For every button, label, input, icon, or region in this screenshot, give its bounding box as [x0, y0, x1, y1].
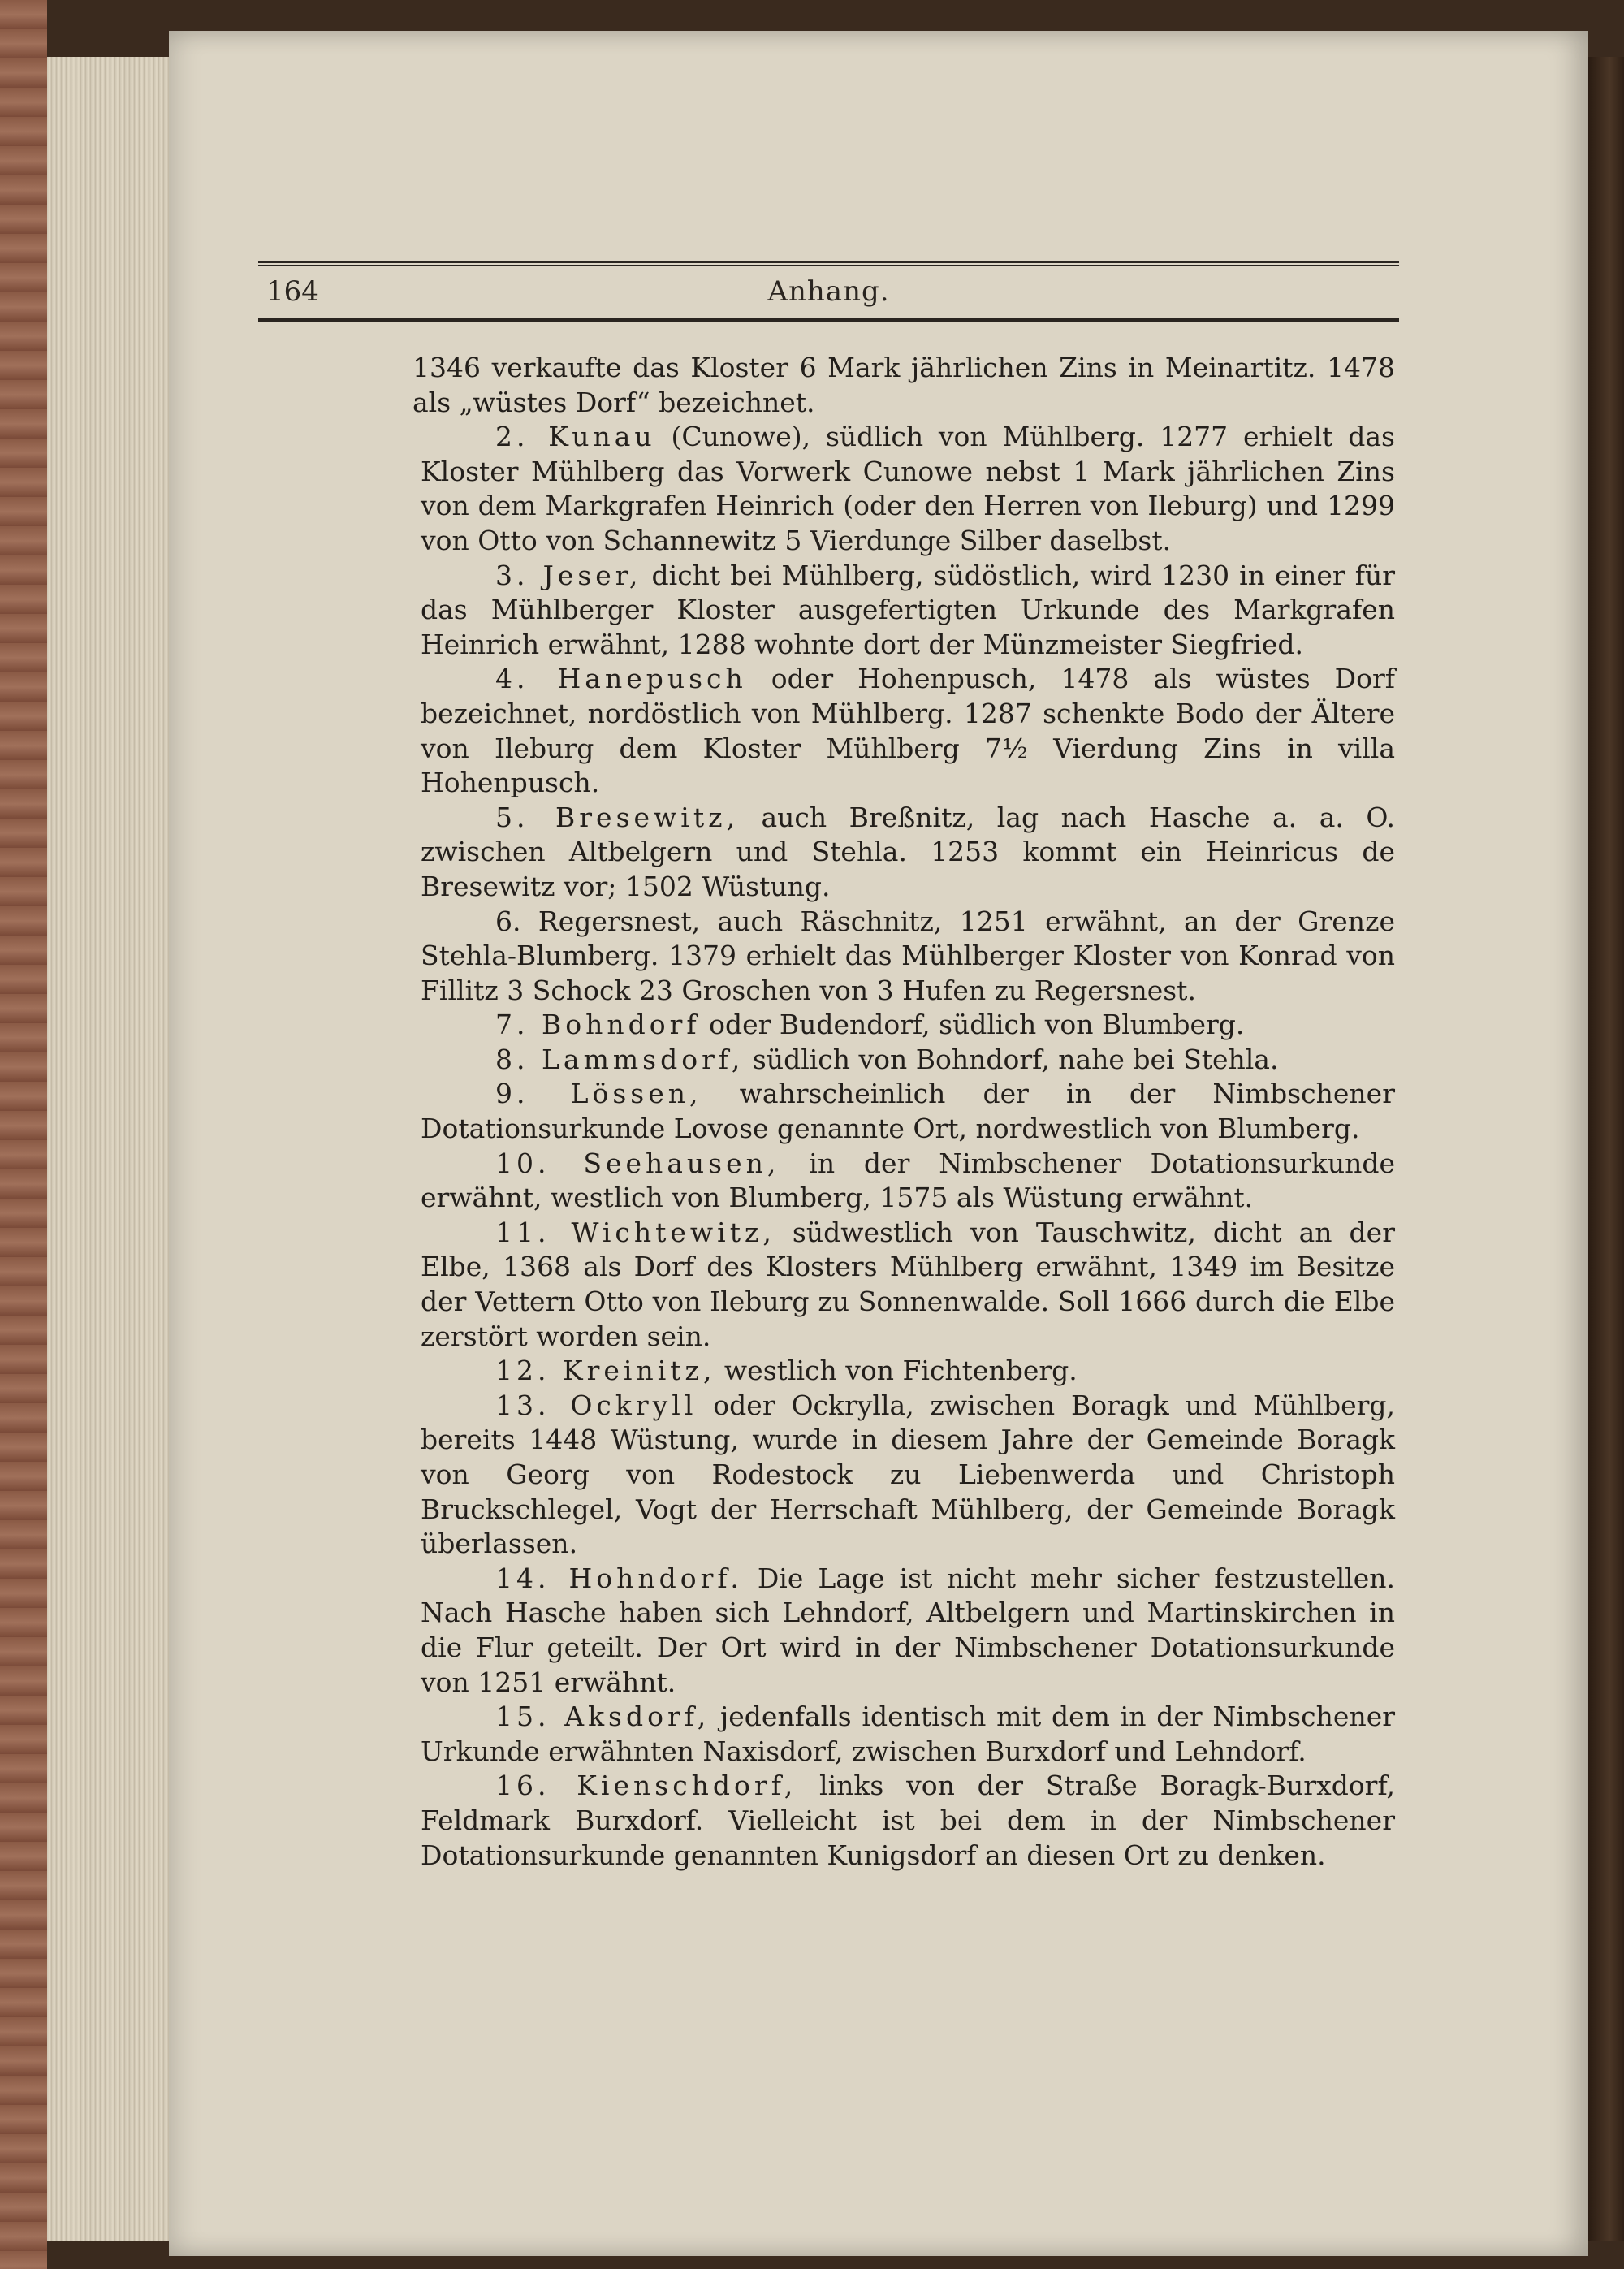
- facing-page-edge: [1588, 57, 1624, 2241]
- entry-lead: 2. Kunau: [495, 421, 656, 453]
- running-title: Anhang.: [767, 275, 890, 308]
- entry-lead: 7. Bohndorf: [495, 1009, 701, 1041]
- entry-12: [421, 1354, 1395, 1389]
- entry-text: südwestlich von Tauschwitz, dicht an der Elbe, 1368 als Dorf des Klosters Mühlberg erwähnt, 1349 im Besitze der Vettern Otto von Ileburg zu Sonnenwalde. Soll 1666 durch die Elbe zerstört worden sein.: [421, 1216, 1395, 1352]
- entry-11: [421, 1216, 1395, 1354]
- entry-text: in der Nimbschener Dotationsurkunde erwähnt, westlich von Blumberg, 1575 als Wüstung erwähnt.: [421, 1147, 1395, 1214]
- entry-text: auch Breßnitz, lag nach Hasche a. a. O. zwischen Altbelgern und Stehla. 1253 kommt ein Heinricus de Bresewitz vor; 1502 Wüstung.: [421, 801, 1395, 902]
- entry-2: [421, 420, 1395, 558]
- entry-8: [421, 1043, 1395, 1078]
- entry-text: jedenfalls identisch mit dem in der Nimbschener Urkunde erwähnten Naxisdorf, zwischen Burxdorf und Lehndorf.: [421, 1701, 1395, 1767]
- entry-3: [421, 559, 1395, 663]
- paragraph-0: [412, 351, 1395, 420]
- entry-text: oder Budendorf, südlich von Blumberg.: [700, 1009, 1245, 1041]
- paragraph-text: 1346 verkaufte das Kloster 6 Mark jährlichen Zins in Meinartitz. 1478 als „wüstes Dorf“ bezeichnet.: [412, 352, 1395, 418]
- entry-lead: 9. Lössen,: [495, 1078, 702, 1110]
- entry-text: westlich von Fichtenberg.: [715, 1355, 1078, 1387]
- entry-lead: 8. Lammsdorf,: [495, 1043, 745, 1075]
- entry-text: wahrscheinlich der in der Nimbschener Dotationsurkunde Lovose genannte Ort, nordwestlich von Blumberg.: [421, 1078, 1395, 1145]
- page-number: 164: [266, 275, 319, 308]
- entry-text: auch Räschnitz, 1251 erwähnt, an der Grenze Stehla-Blumberg. 1379 erhielt das Mühlberger Kloster von Konrad von Fillitz 3 Schock 23 Groschen von 3 Hufen zu Regersnest.: [421, 905, 1395, 1006]
- entry-text: südlich von Bohndorf, nahe bei Stehla.: [744, 1043, 1279, 1075]
- entry-text: dicht bei Mühlberg, südöstlich, wird 1230 in einer für das Mühlberger Kloster ausgefertigten Urkunde des Markgrafen Heinrich erwähnt, 1288 wohnte dort der Münzmeister Siegfried.: [421, 559, 1395, 660]
- entry-text: links von der Straße Boragk-Burxdorf, Feldmark Burxdorf. Vielleicht ist bei dem in der Nimbschener Dotationsurkunde genannten Kunigsdorf an diesen Ort zu denken.: [421, 1770, 1395, 1871]
- entry-text: oder Ockrylla, zwischen Boragk und Mühlberg, bereits 1448 Wüstung, wurde in diesem Jahre der Gemeinde Boragk von Georg von Rodestock zu Liebenwerda und Christoph Bruckschlegel, Vogt der Herrschaft Mühlberg, der Gemeinde Boragk überlassen.: [421, 1389, 1396, 1560]
- entry-6: [421, 905, 1395, 1009]
- entry-text: (Cunowe), südlich von Mühlberg. 1277 erhielt das Kloster Mühlberg das Vorwerk Cunowe nebst 1 Mark jährlichen Zins von dem Markgrafen Heinrich (oder den Herren von Ileburg) und 1299 von Otto von Schannewitz 5 Vierdunge Silber daselbst.: [421, 421, 1395, 556]
- entry-lead: 13. Ockryll: [495, 1389, 698, 1421]
- entry-lead: 6. Regersnest,: [495, 905, 701, 937]
- entry-15: [421, 1700, 1395, 1769]
- page-body: [412, 351, 1396, 1873]
- entry-9: [421, 1077, 1395, 1146]
- page-header: [258, 272, 1399, 318]
- entry-13: [421, 1389, 1395, 1562]
- entry-text: oder Hohenpusch, 1478 als wüstes Dorf bezeichnet, nordöstlich von Mühlberg. 1287 schenkte Bodo der Ältere von Ileburg dem Kloster Mühlberg 7½ Vierdung Zins in villa Hohenpusch.: [421, 663, 1395, 799]
- entry-7: [421, 1008, 1395, 1043]
- entry-lead: 10. Seehausen,: [495, 1147, 780, 1179]
- header-top-rule: [258, 261, 1399, 266]
- entry-lead: 5. Bresewitz,: [495, 801, 739, 833]
- entry-14: [421, 1562, 1395, 1700]
- entry-lead: 11. Wichtewitz,: [495, 1216, 775, 1248]
- page-stack-edge: [47, 57, 169, 2241]
- header-bottom-rule: [258, 318, 1399, 322]
- entry-lead: 12. Kreinitz,: [495, 1355, 716, 1387]
- entry-10: [421, 1147, 1395, 1216]
- entry-lead: 3. Jeser,: [495, 559, 642, 591]
- entry-text: Die Lage ist nicht mehr sicher festzustellen. Nach Hasche haben sich Lehndorf, Altbelgern und Martinskirchen in die Flur geteilt. Der Ort wird in der Nimbschener Dotationsurkunde von 1251 erwähnt.: [421, 1562, 1395, 1698]
- entry-5: [421, 801, 1395, 905]
- book-cover-edge: [0, 0, 47, 2269]
- entry-lead: 16. Kienschdorf,: [495, 1770, 797, 1802]
- entry-4: [421, 662, 1395, 800]
- entry-lead: 4. Hanepusch: [495, 663, 747, 695]
- entry-lead: 14. Hohndorf.: [495, 1562, 743, 1594]
- entry-16: [421, 1769, 1395, 1873]
- entry-lead: 15. Aksdorf,: [495, 1701, 710, 1733]
